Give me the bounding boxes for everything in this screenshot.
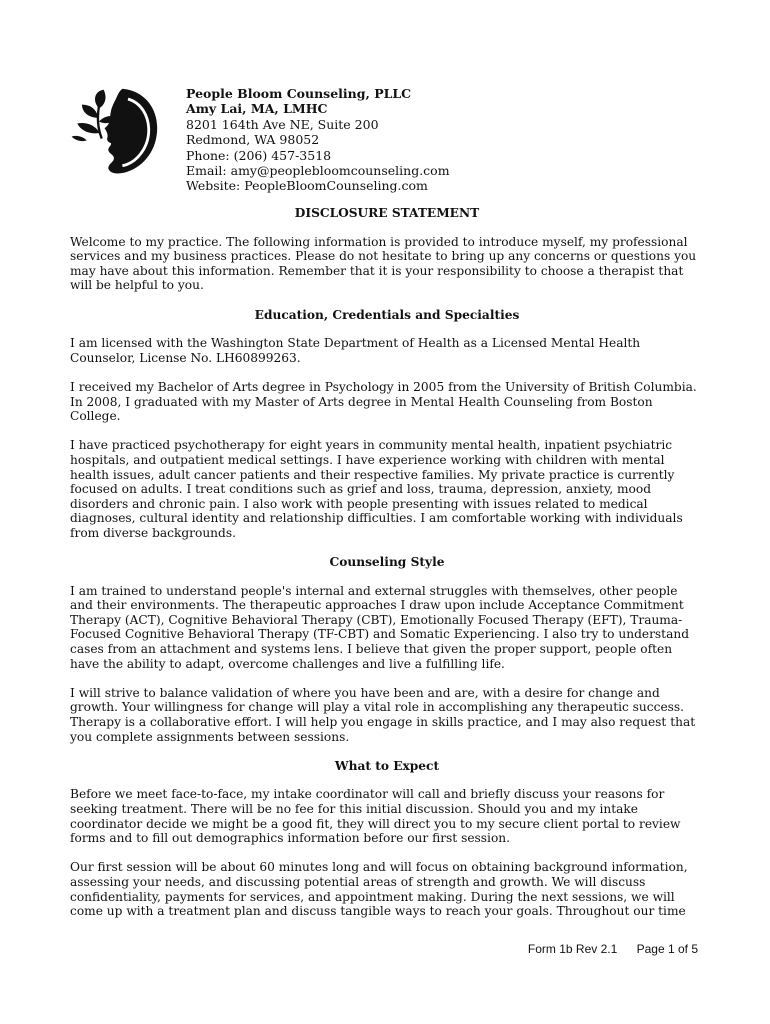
document-body bbox=[70, 206, 704, 933]
paragraph: Our first session will be about 60 minutes long and will focus on obtaining background information, assessing your needs, and discussing potential areas of strength and growth. We will discuss confidentiality, payments for services, and appointment making. During the next sessions, we will come up with a treatment plan and discuss tangible ways to reach your goals. Throughout our time bbox=[70, 860, 688, 919]
page-footer bbox=[512, 942, 698, 956]
paragraph: I received my Bachelor of Arts degree in Psychology in 2005 from the University of British Columbia. In 2008, I graduated with my Master of Arts degree in Mental Health Counseling from Boston College. bbox=[70, 379, 697, 424]
address-line-1: 8201 164th Ave NE, Suite 200 bbox=[186, 116, 379, 132]
paragraph: I have practiced psychotherapy for eight years in community mental health, inpatient psychiatric hospitals, and outpatient medical settings. I have experience working with children with mental health issues, adult cancer patients and their respective families. My private practice is currently focused on adults. I treat conditions such as grief and loss, trauma, depression, anxiety, mood disorders and chronic pain. I also work with people presenting with issues related to medical diagnoses, cultural identity and relationship difficulties. I am comfortable working with individuals from diverse backgrounds. bbox=[70, 438, 683, 540]
section-heading-education: Education, Credentials and Specialties bbox=[254, 307, 520, 322]
woman-profile-leaf-logo-icon bbox=[66, 84, 160, 178]
paragraph: Before we meet face-to-face, my intake coordinator will call and briefly discuss your reasons for seeking treatment. There will be no fee for this initial discussion. Should you and my intake coordinator decide we might be a good fit, they will direct you to my secure client portal to review forms and to fill out demographics information before our first session. bbox=[70, 787, 681, 846]
section-heading-what-to-expect: What to Expect bbox=[334, 758, 440, 773]
address-line-2: Redmond, WA 98052 bbox=[186, 132, 320, 148]
page-number: Page 1 of 5 bbox=[636, 942, 698, 956]
section-heading-counseling-style: Counseling Style bbox=[329, 555, 445, 570]
paragraph: I am licensed with the Washington State Department of Health as a Licensed Mental Health Counselor, License No. LH60899263. bbox=[70, 336, 641, 365]
therapist-name: Amy Lai, MA, LMHC bbox=[186, 101, 328, 117]
website: Website: PeopleBloomCounseling.com bbox=[186, 178, 428, 194]
form-id: Form 1b Rev 2.1 bbox=[527, 942, 618, 956]
paragraph: I am trained to understand people's internal and external struggles with themselves, other people and their environments. The therapeutic approaches I draw upon include Acceptance Commitment Therapy (ACT), Cognitive Behavioral Therapy (CBT), Emotionally Focused Therapy (EFT), Trauma-Focused Cognitive Behavioral Therapy (TF-CBT) and Somatic Experiencing. I also try to understand cases from an attachment and systems lens. I believe that given the proper support, people often have the ability to adapt, overcome challenges and live a fulfilling life. bbox=[70, 583, 689, 671]
intro-paragraph: Welcome to my practice. The following information is provided to introduce myself, my professional services and my business practices. Please do not hesitate to bring up any concerns or questions you may have about this information. Remember that it is your responsibility to choose a therapist that will be helpful to you. bbox=[70, 234, 697, 293]
document-title: DISCLOSURE STATEMENT bbox=[294, 206, 480, 220]
practice-name: People Bloom Counseling, PLLC bbox=[186, 86, 412, 101]
email: Email: amy@peoplebloomcounseling.com bbox=[186, 163, 450, 179]
phone: Phone: (206) 457-3518 bbox=[186, 147, 332, 163]
paragraph: I will strive to balance validation of where you have been and are, with a desire for change and growth. Your willingness for change will play a vital role in accomplishing any therapeutic success. Therapy is a collaborative effort. I will help you engage in skills practice, and I may also request that you complete assignments between sessions. bbox=[70, 685, 696, 744]
letterhead bbox=[186, 86, 450, 194]
